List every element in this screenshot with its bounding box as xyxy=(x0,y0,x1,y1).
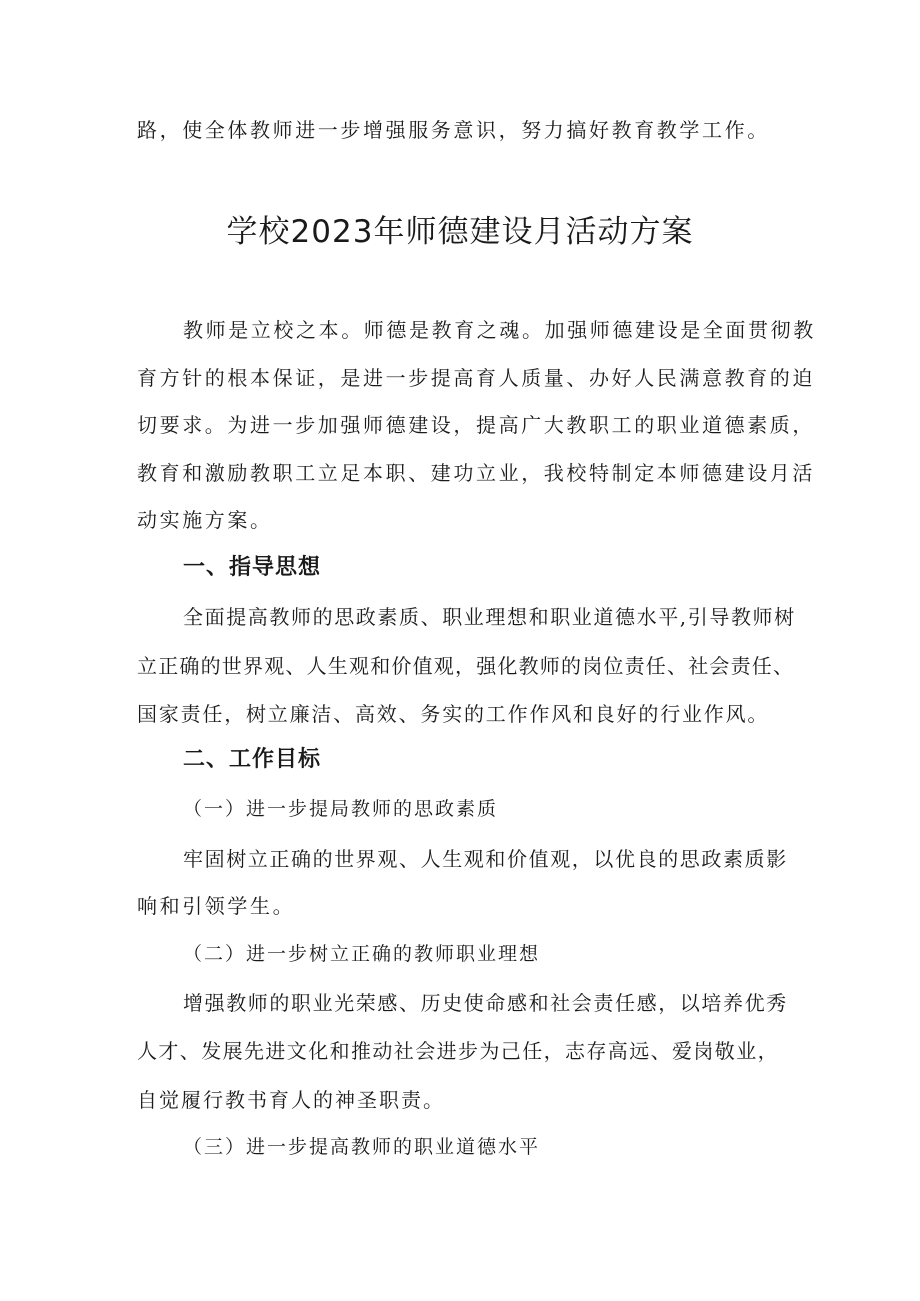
document-title: 学校2023年师德建设月活动方案 xyxy=(226,214,694,250)
subsection-title-1: （一）进一步提局教师的思政素质 xyxy=(183,798,499,820)
sub1-line-2: 响和引领学生。 xyxy=(137,894,296,918)
sub2-line-1: 增强教师的职业光荣感、历史使命感和社会责任感，以培养优秀 xyxy=(183,991,788,1015)
section-heading-guiding-ideology: 一、指导思想 xyxy=(183,555,322,580)
subsection-title-2: （二）进一步树立正确的教师职业理想 xyxy=(183,943,541,965)
sub1-line-1: 牢固树立正确的世界观、人生观和价值观，以优良的思政素质影 xyxy=(183,847,788,871)
carryover-line: 路，使全体教师进一步增强服务意识，努力搞好教育教学工作。 xyxy=(137,118,770,142)
intro-line-2: 育方针的根本保证，是进一步提高育人质量、办好人民满意教育的迫 xyxy=(137,366,815,390)
sub2-line-3: 自觉履行教书育人的神圣职责。 xyxy=(137,1088,445,1112)
intro-line-5: 动实施方案。 xyxy=(137,508,273,532)
intro-line-1: 教师是立校之本。师德是教育之魂。加强师德建设是全面贯彻教 xyxy=(183,318,816,342)
section-heading-work-goals: 二、工作目标 xyxy=(183,747,322,772)
sub2-line-2: 人才、发展先进文化和推动社会进步为己任，志存高远、爱岗敬业， xyxy=(137,1039,779,1063)
intro-line-3: 切要求。为进一步加强师德建设，提高广大教职工的职业道德素质， xyxy=(137,413,815,437)
section1-line-3: 国家责任，树立廉洁、高效、务实的工作作风和良好的行业作风。 xyxy=(137,702,770,726)
section1-line-1: 全面提高教师的思政素质、职业理想和职业道德水平,引导教师树 xyxy=(183,605,796,629)
intro-line-4: 教育和激励教职工立足本职、建功立业，我校特制定本师德建设月活 xyxy=(137,461,815,485)
section1-line-2: 立正确的世界观、人生观和价值观，强化教师的岗位责任、社会责任、 xyxy=(137,654,795,678)
subsection-title-3: （三）进一步提高教师的职业道德水平 xyxy=(183,1136,541,1158)
